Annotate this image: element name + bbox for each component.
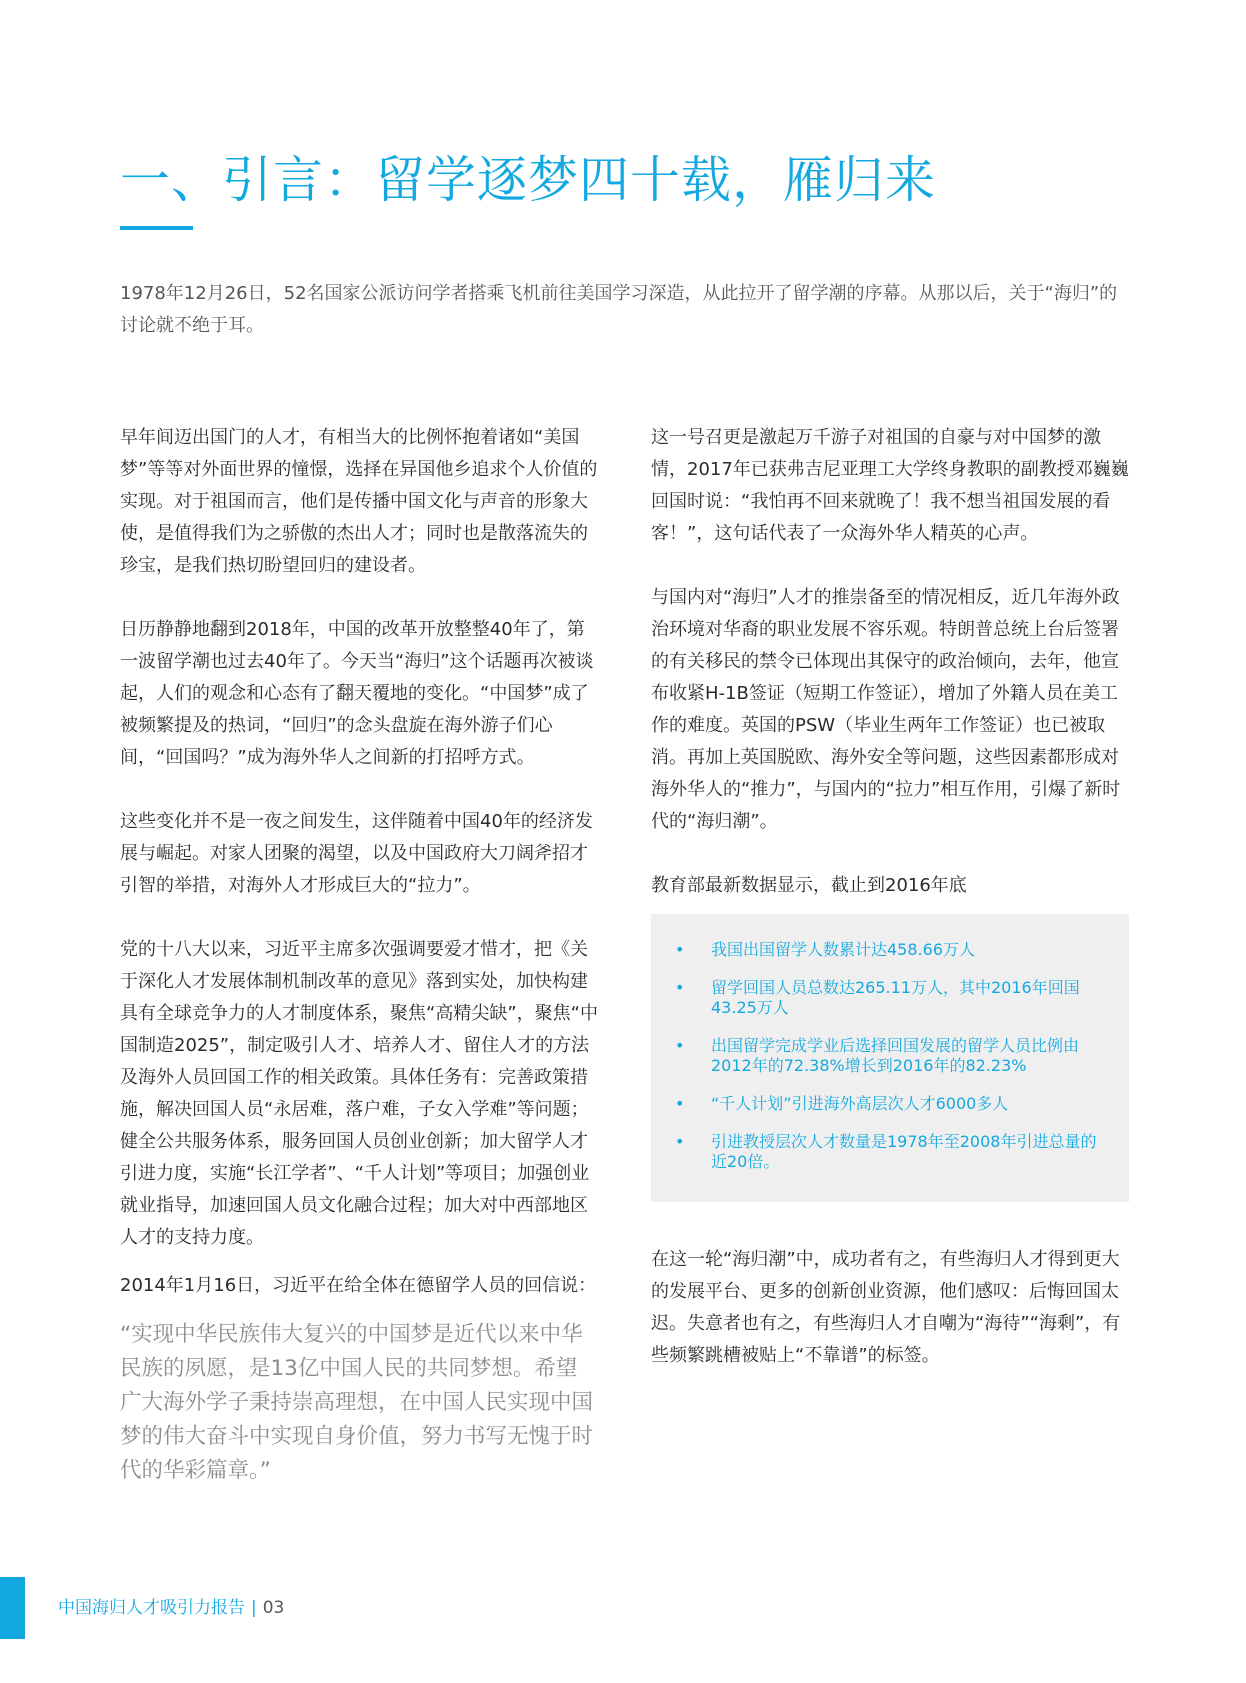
- bullet-icon: •: [675, 1132, 685, 1151]
- quote-intro: 2014年1月16日，习近平在给全体在德留学人员的回信说：: [120, 1275, 597, 1296]
- stat-text: 留学回国人员总数达265.11万人，其中2016年回国43.25万人: [711, 978, 1080, 1017]
- bullet-icon: •: [675, 1094, 685, 1113]
- page-number: 03: [262, 1598, 285, 1618]
- stats-list: [675, 940, 1099, 1172]
- left-paragraph-3: 这些变化并不是一夜之间发生，这伴随着中国40年的经济发展与崛起。对家人团聚的渴望，以及中国政府大刀阔斧招才引智的举措，对海外人才形成巨大的“拉力”。: [120, 811, 593, 896]
- stat-text: 我国出国留学人数累计达458.66万人: [711, 940, 975, 959]
- left-column: [120, 422, 598, 1488]
- stat-text: 出国留学完成学业后选择回国发展的留学人员比例由2012年的72.38%增长到2016年的82.23%: [711, 1036, 1080, 1075]
- bullet-icon: •: [675, 940, 685, 959]
- footer-accent-bar: [0, 1577, 25, 1639]
- left-paragraph-4: 党的十八大以来，习近平主席多次强调要爱才惜才，把《关于深化人才发展体制机制改革的意见》落到实处，加快构建具有全球竞争力的人才制度体系，聚焦“高精尖缺”，聚焦“中国制造2025”，制定吸引人才、培养人才、留住人才的方法及海外人员回国工作的相关政策。具体任务有：完善政策措施，解决回国人员“永居难，落户难，子女入学难”等问题；健全公共服务体系，服务回国人员创业创新；加大留学人才引进力度，实施“长江学者”、“千人计划”等项目；加强创业就业指导，加速回国人员文化融合过程；加大对中西部地区人才的支持力度。: [120, 939, 598, 1248]
- stat-text: 引进教授层次人才数量是1978年至2008年引进总量的近20倍。: [711, 1132, 1097, 1171]
- stats-lead: 教育部最新数据显示，截止到2016年底: [651, 875, 967, 896]
- stat-item: [675, 1132, 1099, 1172]
- right-paragraph-2: 与国内对“海归”人才的推崇备至的情况相反，近几年海外政治环境对华裔的职业发展不容乐观。特朗普总统上台后签署的有关移民的禁令已体现出其保守的政治倾向，去年，他宣布收紧H-1B签证（短期工作签证），增加了外籍人员在美工作的难度。英国的PSW（毕业生两年工作签证）也已被取消。再加上英国脱欧、海外安全等问题，这些因素都形成对海外华人的“推力”，与国内的“拉力”相互作用，引爆了新时代的“海归潮”。: [651, 587, 1121, 832]
- bullet-icon: •: [675, 978, 685, 997]
- bullet-icon: •: [675, 1036, 685, 1055]
- intro-paragraph: 1978年12月26日，52名国家公派访问学者搭乘飞机前往美国学习深造，从此拉开了留学潮的序幕。从那以后，关于“海归”的讨论就不绝于耳。: [120, 283, 1118, 336]
- right-paragraph-1: 这一号召更是激起万千游子对祖国的自豪与对中国梦的激情，2017年已获弗吉尼亚理工大学终身教职的副教授邓巍巍回国时说：“我怕再不回来就晚了！我不想当祖国发展的看客！”，这句话代表了一众海外华人精英的心声。: [651, 427, 1129, 544]
- page-title: 一、引言：留学逐梦四十载，雁归来: [120, 151, 936, 209]
- left-paragraph-1: 早年间迈出国门的人才，有相当大的比例怀抱着诸如“美国梦”等等对外面世界的憧憬，选择在异国他乡追求个人价值的实现。对于祖国而言，他们是传播中国文化与声音的形象大使，是值得我们为之骄傲的杰出人才；同时也是散落流失的珍宝，是我们热切盼望回归的建设者。: [120, 427, 598, 576]
- stat-text: “千人计划”引进海外高层次人才6000多人: [711, 1094, 1009, 1113]
- closing-paragraph: 在这一轮“海归潮”中，成功者有之，有些海归人才得到更大的发展平台、更多的创新创业资源，他们感叹：后悔回国太迟。失意者也有之，有些海归人才自嘲为“海待”“海剩”，有些频繁跳槽被贴上“不靠谱”的标签。: [651, 1249, 1121, 1366]
- title-underline: [120, 226, 193, 230]
- stats-box: [651, 914, 1129, 1202]
- page-footer: [58, 1596, 284, 1620]
- xi-quote: “实现中华民族伟大复兴的中国梦是近代以来中华民族的夙愿，是13亿中国人民的共同梦想。希望广大海外学子秉持崇高理想，在中国人民实现中国梦的伟大奋斗中实现自身价值，努力书写无愧于时代的华彩篇章。”: [120, 1322, 594, 1483]
- stat-item: [675, 1036, 1099, 1076]
- stat-item: [675, 1094, 1099, 1114]
- left-paragraph-2: 日历静静地翻到2018年，中国的改革开放整整40年了，第一波留学潮也过去40年了。今天当“海归”这个话题再次被谈起，人们的观念和心态有了翻天覆地的变化。“中国梦”成了被频繁提及的热词，“回归”的念头盘旋在海外游子们心间，“回国吗？”成为海外华人之间新的打招呼方式。: [120, 619, 594, 768]
- stat-item: [675, 940, 1099, 960]
- right-column: [651, 422, 1129, 1404]
- stat-item: [675, 978, 1099, 1018]
- report-name: 中国海归人才吸引力报告: [58, 1598, 245, 1618]
- footer-separator: |: [251, 1598, 257, 1618]
